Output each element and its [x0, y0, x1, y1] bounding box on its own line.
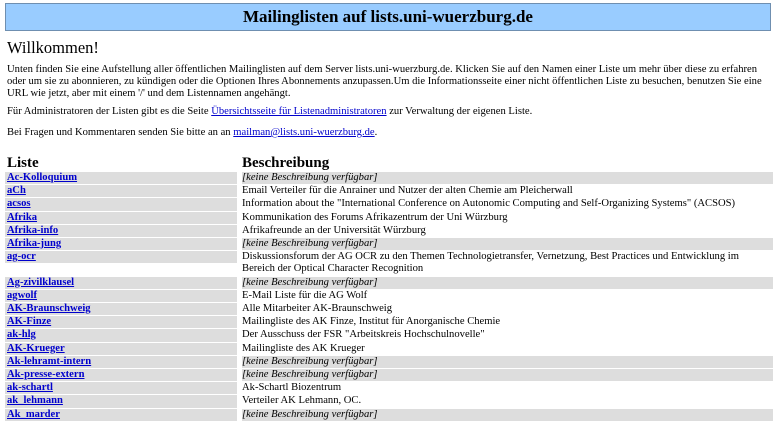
list-description: Diskussionsforum der AG OCR zu den Themen Technologietransfer, Vernetzung, Best Practices und Entwicklung im Bereich der Optical Character Recognition — [242, 251, 739, 275]
column-header-list: Liste — [7, 155, 39, 171]
admin-suffix: zur Verwaltung der eigenen Liste. — [386, 106, 533, 117]
contact-prefix: Bei Fragen und Kommentaren senden Sie bitte an an — [7, 127, 234, 138]
table-row — [5, 329, 773, 342]
list-name-link[interactable]: Ak-lehramt-intern — [7, 355, 92, 367]
list-description: [keine Beschreibung verfügbar] — [242, 172, 773, 184]
table-row — [5, 369, 773, 382]
table-row — [5, 212, 773, 225]
table-row — [5, 409, 773, 422]
contact-suffix: . — [374, 127, 378, 138]
list-name-link[interactable]: AK-Krueger — [7, 342, 65, 354]
list-name-cell — [5, 277, 237, 289]
list-name-cell — [5, 343, 237, 355]
list-description: Kommunikation des Forums Afrikazentrum der Uni Würzburg — [242, 211, 508, 223]
table-row — [5, 395, 773, 408]
list-name-link[interactable]: ak-hlg — [7, 329, 36, 341]
list-name-link[interactable]: aCh — [7, 185, 26, 197]
list-description: Der Ausschuss der FSR "Arbeitskreis Hochschulnovelle" — [242, 329, 485, 341]
contact-paragraph — [7, 127, 764, 139]
list-name-cell — [5, 316, 237, 328]
table-row — [5, 290, 773, 303]
admin-overview-link[interactable]: Übersichtsseite für Listenadministratoren — [211, 106, 387, 117]
list-description: Alle Mitarbeiter AK-Braunschweig — [242, 303, 393, 315]
list-name-link[interactable]: agwolf — [7, 289, 38, 301]
list-name-link[interactable]: Afrika-jung — [7, 238, 62, 250]
table-row — [5, 356, 773, 369]
list-name-cell — [5, 356, 237, 368]
list-name-link[interactable]: AK-Braunschweig — [7, 303, 91, 315]
table-row — [5, 251, 773, 276]
list-name-link[interactable]: Ag-zivilklausel — [7, 276, 75, 288]
list-description: [keine Beschreibung verfügbar] — [242, 238, 773, 250]
list-description: Verteiler AK Lehmann, OC. — [242, 395, 362, 407]
list-name-cell — [5, 329, 237, 341]
list-name-link[interactable]: ak-schartl — [7, 382, 53, 394]
list-name-cell — [5, 185, 237, 197]
list-name-cell — [5, 238, 237, 250]
list-name-link[interactable]: Ac-Kolloquium — [7, 172, 78, 183]
list-name-link[interactable]: Afrika — [7, 211, 38, 223]
table-row — [5, 316, 773, 329]
list-name-cell — [5, 382, 237, 394]
list-description: [keine Beschreibung verfügbar] — [242, 409, 773, 421]
page-title: Mailinglisten auf lists.uni-wuerzburg.de — [5, 3, 771, 31]
list-name-cell — [5, 409, 237, 421]
list-name-link[interactable]: AK-Finze — [7, 316, 52, 328]
list-description: Email Verteiler für die Anrainer und Nutzer der alten Chemie am Pleicherwall — [242, 185, 573, 197]
list-name-link[interactable]: ag-ocr — [7, 251, 36, 263]
table-row — [5, 303, 773, 316]
admin-prefix: Für Administratoren der Listen gibt es die Seite — [7, 106, 212, 117]
column-header-description: Beschreibung — [242, 155, 330, 171]
list-name-cell — [5, 395, 237, 407]
list-name-cell — [5, 251, 237, 263]
admin-paragraph — [7, 106, 764, 118]
list-name-cell — [5, 369, 237, 381]
list-name-cell — [5, 225, 237, 237]
table-row — [5, 382, 773, 395]
table-row — [5, 343, 773, 356]
list-name-cell — [5, 172, 237, 184]
list-name-cell — [5, 212, 237, 224]
table-row — [5, 172, 773, 185]
intro-paragraph: Unten finden Sie eine Aufstellung aller öffentlichen Mailinglisten auf dem Server lists.uni-wuerzburg.de. Klicken Sie auf den Namen einer Liste um mehr über diese zu erfahren oder um sie zu abonnieren, zu kündigen oder die Optionen Ihres Abonnements anzupassen.Um die Informationsseite einer nicht öffentlichen Liste zu besuchen, benutzen Sie eine URL wie jetzt, aber mit einem '/' und dem Listennamen angehängt. — [7, 64, 762, 99]
list-name-link[interactable]: Ak-presse-extern — [7, 369, 85, 381]
list-name-cell — [5, 198, 237, 210]
list-description: [keine Beschreibung verfügbar] — [242, 277, 773, 289]
list-description: Mailingliste des AK Krueger — [242, 342, 365, 354]
mailinglist-table — [5, 172, 773, 422]
list-description: [keine Beschreibung verfügbar] — [242, 369, 773, 381]
list-description: [keine Beschreibung verfügbar] — [242, 356, 773, 368]
list-name-link[interactable]: Ak_marder — [7, 408, 60, 420]
list-description: Ak-Schartl Biozentrum — [242, 382, 342, 394]
list-name-cell — [5, 303, 237, 315]
welcome-heading: Willkommen! — [7, 38, 99, 57]
list-name-link[interactable]: ak_lehmann — [7, 395, 63, 407]
list-name-link[interactable]: Afrika-info — [7, 224, 59, 236]
table-row — [5, 238, 773, 251]
table-row — [5, 225, 773, 238]
list-description: Mailingliste des AK Finze, Institut für Anorganische Chemie — [242, 316, 501, 328]
contact-email-link[interactable]: mailman@lists.uni-wuerzburg.de — [233, 127, 375, 138]
table-row — [5, 198, 773, 211]
table-row — [5, 277, 773, 290]
list-name-cell — [5, 290, 237, 302]
table-row — [5, 185, 773, 198]
list-name-link[interactable]: acsos — [7, 198, 31, 210]
list-description: E-Mail Liste für die AG Wolf — [242, 289, 368, 301]
list-description: Information about the "International Conference on Autonomic Computing and Self-Organizing Systems" (ACSOS) — [242, 198, 736, 210]
list-description: Afrikafreunde an der Universität Würzburg — [242, 224, 426, 236]
